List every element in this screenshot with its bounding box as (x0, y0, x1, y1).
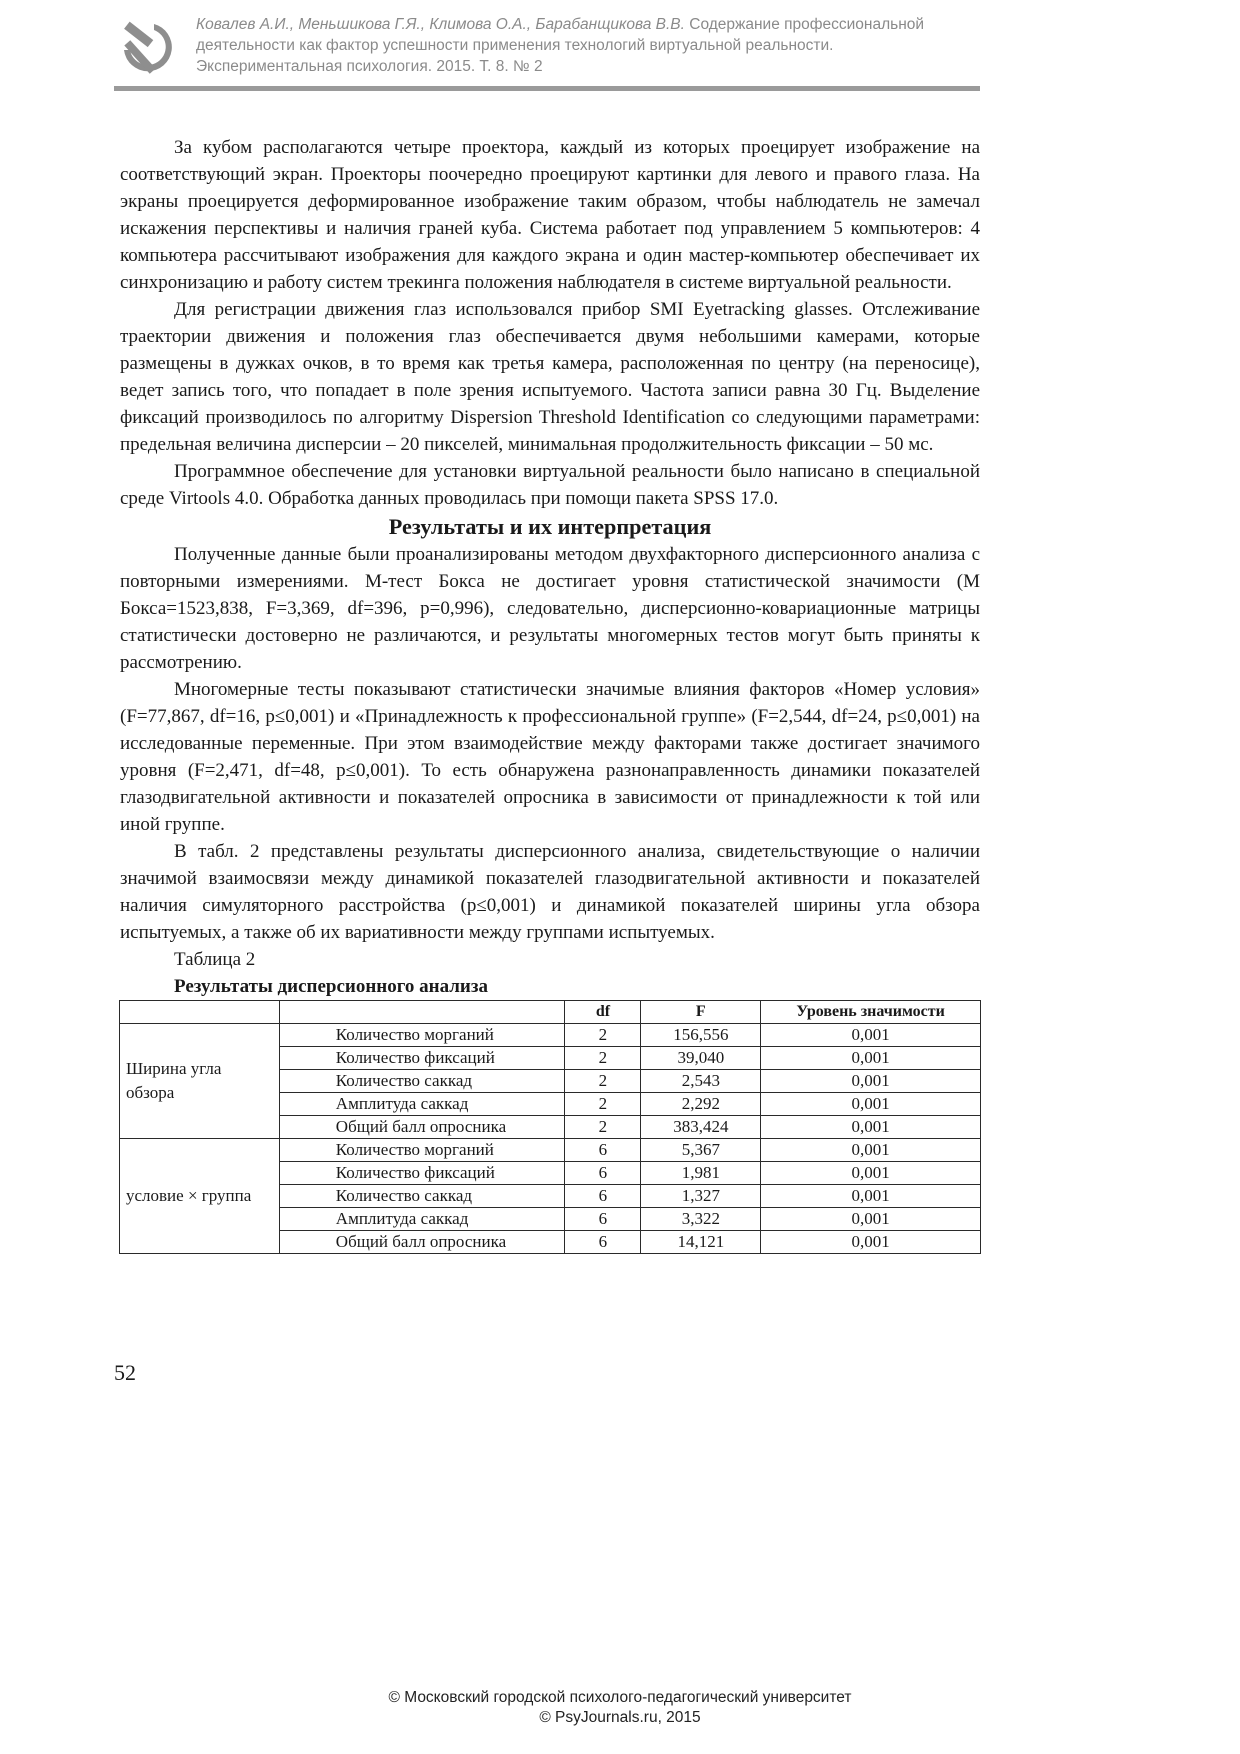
table-header-df: df (565, 1001, 641, 1024)
df-cell: 6 (565, 1185, 641, 1208)
header-title-line1: Содержание профессиональной (689, 16, 925, 33)
running-header (114, 12, 980, 92)
table-header-cell (279, 1001, 565, 1024)
page-number: 52 (114, 1360, 136, 1385)
measure-cell: Количество морганий (279, 1024, 565, 1047)
p-cell: 0,001 (761, 1185, 981, 1208)
df-cell: 2 (565, 1024, 641, 1047)
header-journal: Экспериментальная психология. 2015. Т. 8. № 2 (196, 58, 543, 75)
p-cell: 0,001 (761, 1208, 981, 1231)
df-cell: 2 (565, 1093, 641, 1116)
f-cell: 2,292 (641, 1093, 761, 1116)
measure-cell: Общий балл опросника (279, 1231, 565, 1254)
df-cell: 6 (565, 1208, 641, 1231)
p-cell: 0,001 (761, 1116, 981, 1139)
df-cell: 2 (565, 1070, 641, 1093)
section-title: Результаты и их интерпретация (388, 514, 712, 539)
page-footer (0, 1688, 1240, 1728)
group-label: Ширина угла обзора (120, 1024, 280, 1139)
paragraph-software: Программное обеспечение для установки виртуальной реальности было написано в специальной среде Virtools 4.0. Обработка данных проводилась при помощи пакета SPSS 17.0. (120, 461, 980, 509)
p-cell: 0,001 (761, 1047, 981, 1070)
header-authors: Ковалев А.И., Меньшикова Г.Я., Климова О.А., Барабанщикова В.В. (196, 16, 685, 33)
f-cell: 1,981 (641, 1162, 761, 1185)
f-cell: 2,543 (641, 1070, 761, 1093)
df-cell: 2 (565, 1116, 641, 1139)
table-header-row (120, 1001, 981, 1024)
header-divider (114, 86, 980, 91)
df-cell: 6 (565, 1231, 641, 1254)
measure-cell: Количество морганий (279, 1139, 565, 1162)
f-cell: 14,121 (641, 1231, 761, 1254)
p-cell: 0,001 (761, 1231, 981, 1254)
p-cell: 0,001 (761, 1070, 981, 1093)
f-cell: 39,040 (641, 1047, 761, 1070)
f-cell: 5,367 (641, 1139, 761, 1162)
paragraph-analysis: Полученные данные были проанализированы методом двухфакторного дисперсионного анализа с повторными измерениями. M-тест Бокса не достигает уровня статистической значимости (M Бокса=1523,838, F=3,369, df=396, p=0,996), следовательно, дисперсионно-ковариационные матрицы статистически достоверно не различаются, и результаты многомерных тестов могут быть приняты к рассмотрению. (120, 544, 980, 673)
p-cell: 0,001 (761, 1162, 981, 1185)
measure-cell: Общий балл опросника (279, 1116, 565, 1139)
measure-cell: Количество саккад (279, 1185, 565, 1208)
measure-cell: Амплитуда саккад (279, 1093, 565, 1116)
table-row (120, 1139, 981, 1162)
table-header-significance: Уровень значимости (761, 1001, 981, 1024)
footer-copyright-journal: © PsyJournals.ru, 2015 (539, 1709, 701, 1726)
measure-cell: Количество фиксаций (279, 1162, 565, 1185)
hammer-and-sickle-logo (114, 16, 180, 82)
df-cell: 2 (565, 1047, 641, 1070)
p-cell: 0,001 (761, 1139, 981, 1162)
article-body (120, 134, 980, 1254)
f-cell: 383,424 (641, 1116, 761, 1139)
measure-cell: Амплитуда саккад (279, 1208, 565, 1231)
df-cell: 6 (565, 1139, 641, 1162)
measure-cell: Количество фиксаций (279, 1047, 565, 1070)
header-title-line2: деятельности как фактор успешности применения технологий виртуальной реальности. (196, 37, 834, 54)
df-cell: 6 (565, 1162, 641, 1185)
header-citation (196, 14, 986, 77)
paragraph-projectors: За кубом располагаются четыре проектора, каждый из которых проецирует изображение на соответствующий экран. Проекторы поочередно проецируют картинки для левого и правого глаза. На экраны проецируется деформированное изображение таким образом, чтобы наблюдатель не замечал искажения перспективы и наличия граней куба. Система работает под управлением 5 компьютеров: 4 компьютера рассчитывают изображения для каждого экрана и один мастер-компьютер обеспечивает их синхронизацию и работу систем трекинга положения наблюдателя в системе виртуальной реальности. (120, 137, 980, 293)
group-label: условие × группа (120, 1139, 280, 1254)
f-cell: 1,327 (641, 1185, 761, 1208)
paragraph-multivariate-tests: Многомерные тесты показывают статистически значимые влияния факторов «Номер условия» (F=77,867, df=16, p≤0,001) и «Принадлежность к профессиональной группе» (F=2,544, df=24, p≤0,001) на исследованные переменные. При этом взаимодействие между факторами также достигает значимого уровня (F=2,471, df=48, p≤0,001). То есть обнаружена разнонаправленность динамики показателей глазодвигательной активности и показателей опросника в зависимости от принадлежности к той или иной группе. (120, 679, 980, 835)
table-header-f: F (641, 1001, 761, 1024)
f-cell: 156,556 (641, 1024, 761, 1047)
table-label: Таблица 2 (174, 949, 256, 970)
paragraph-eyetracking: Для регистрации движения глаз использовался прибор SMI Eyetracking glasses. Отслеживание траектории движения и положения глаз обеспечивается двумя небольшими камерами, которые размещены в дужках очков, в то время как третья камера, расположенная по центру (на переносице), ведет запись того, что попадает в поле зрения испытуемого. Частота записи равна 30 Гц. Выделение фиксаций производилось по алгоритму Dispersion Threshold Identification со следующими параметрами: предельная величина дисперсии – 20 пикселей, минимальная продолжительность фиксации – 50 мс. (120, 299, 980, 455)
table-title: Результаты дисперсионного анализа (174, 976, 489, 997)
table-header-cell (120, 1001, 280, 1024)
p-cell: 0,001 (761, 1024, 981, 1047)
table-row (120, 1024, 981, 1047)
results-table (119, 1000, 981, 1254)
measure-cell: Количество саккад (279, 1070, 565, 1093)
paragraph-table-reference: В табл. 2 представлены результаты дисперсионного анализа, свидетельствующие о наличии значимой взаимосвязи между динамикой показателей глазодвигательной активности и показателей наличия симуляторного расстройства (p≤0,001) и динамикой показателей ширины угла обзора испытуемых, а также об их вариативности между группами испытуемых. (120, 841, 980, 943)
f-cell: 3,322 (641, 1208, 761, 1231)
footer-copyright-university: © Московский городской психолого-педагогический университет (388, 1689, 852, 1706)
p-cell: 0,001 (761, 1093, 981, 1116)
